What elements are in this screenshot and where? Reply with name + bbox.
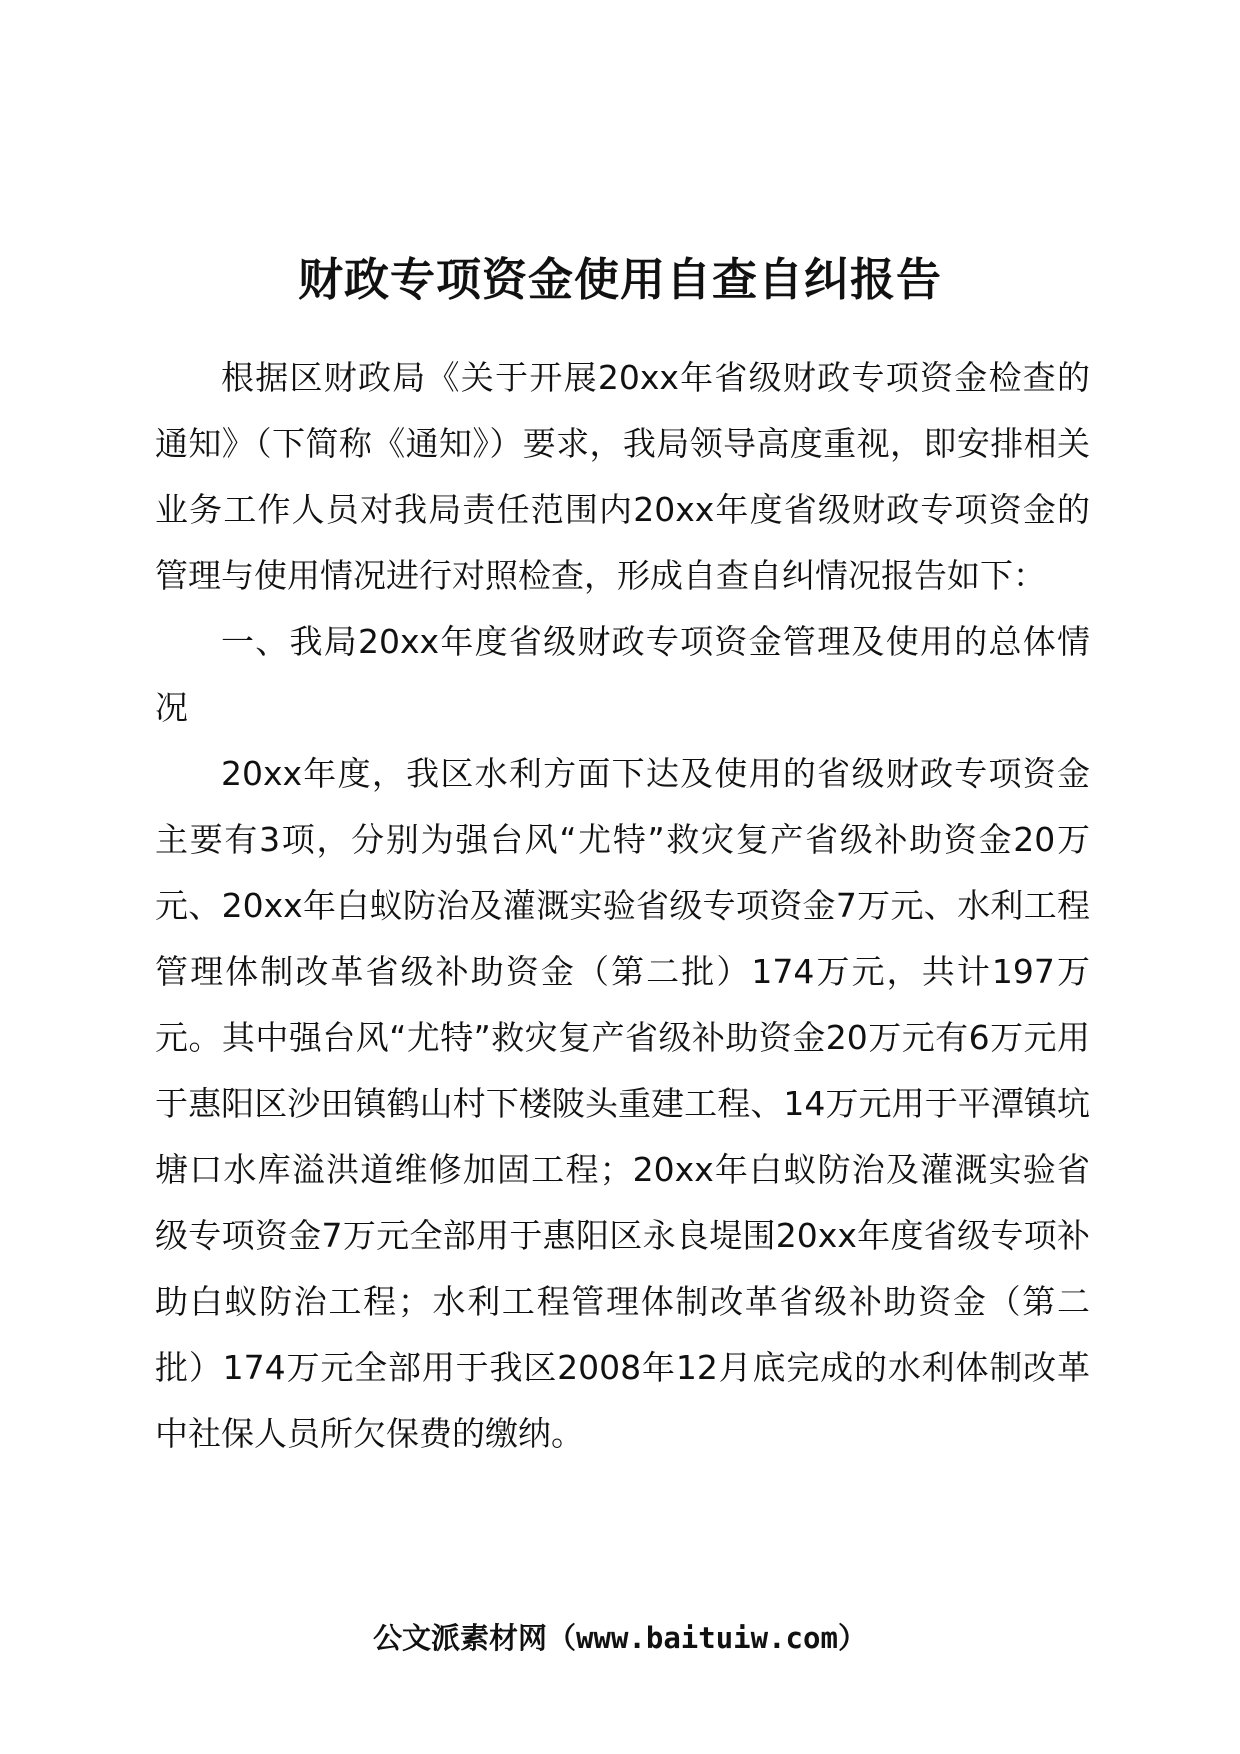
paragraph-funds-overview: 20xx年度，我区水利方面下达及使用的省级财政专项资金主要有3项，分别为强台风“尤特”救灾复产省级补助资金20万元、20xx年白蚁防治及灌溉实验省级专项资金7万元、水利工程管理体制改革省级补助资金（第二批）174万元，共计197万元。其中强台风“尤特”救灾复产省级补助资金20万元有6万元用于惠阳区沙田镇鹤山村下楼陂头重建工程、14万元用于平潭镇坑塘口水库溢洪道维修加固工程；20xx年白蚁防治及灌溉实验省级专项资金7万元全部用于惠阳区永良堤围20xx年度省级专项补助白蚁防治工程；水利工程管理体制改革省级补助资金（第二批）174万元全部用于我区2008年12月底完成的水利体制改革中社保人员所欠保费的缴纳。 bbox=[155, 754, 1090, 1453]
document-title: 财政专项资金使用自查自纠报告 bbox=[297, 253, 942, 306]
paragraph-intro: 根据区财政局《关于开展20xx年省级财政专项资金检查的通知》（下简称《通知》）要求，我局领导高度重视，即安排相关业务工作人员对我局责任范围内20xx年度省级财政专项资金的管理与使用情况进行对照检查，形成自查自纠情况报告如下： bbox=[155, 358, 1090, 595]
footer-site-name: 公文派素材网 bbox=[373, 1621, 548, 1655]
section-heading-1: 一、我局20xx年度省级财政专项资金管理及使用的总体情况 bbox=[155, 622, 1090, 727]
footer-url: （www.baituiw.com） bbox=[547, 1621, 867, 1655]
document-body bbox=[155, 345, 1090, 1467]
footer-watermark bbox=[0, 1618, 1240, 1658]
